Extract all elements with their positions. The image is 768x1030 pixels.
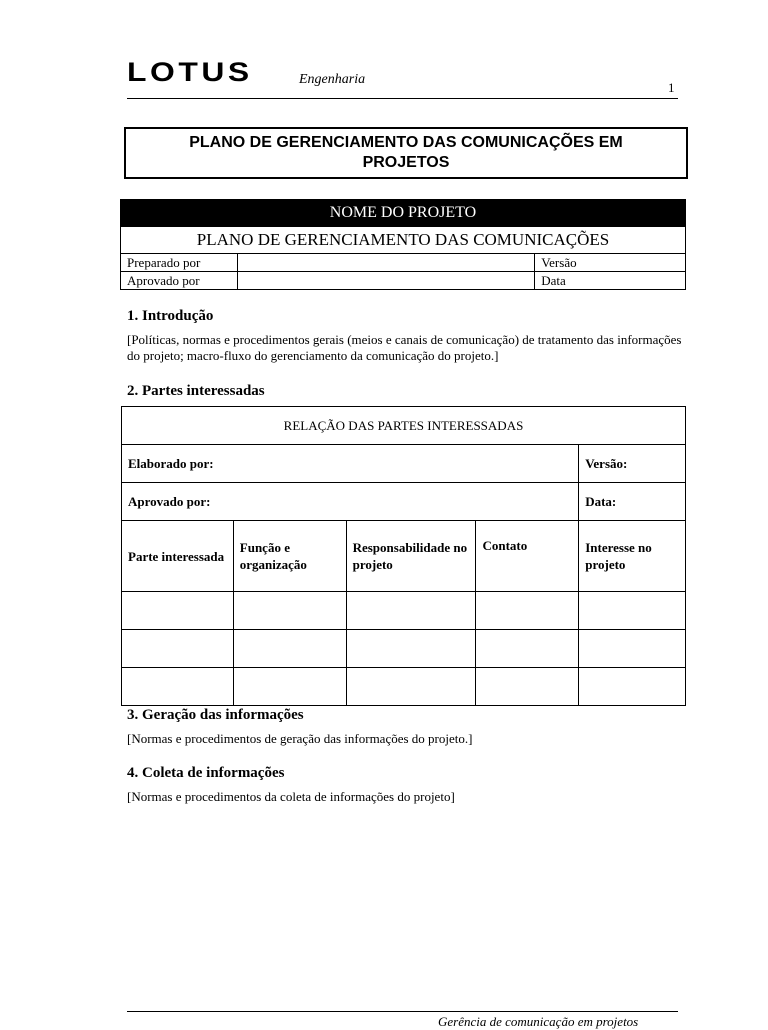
section-3-title: 3. Geração das informações xyxy=(127,707,304,723)
date-label: Data xyxy=(535,272,686,290)
column-header: Responsabilidade no projeto xyxy=(346,521,476,592)
approved-by-value xyxy=(237,272,534,290)
project-info-table xyxy=(120,199,686,290)
column-header: Função e organização xyxy=(233,521,346,592)
elaborated-by-label: Elaborado por: xyxy=(122,445,579,483)
section-1-body: [Políticas, normas e procedimentos gerais (meios e canais de comunicação) de tratamento das informações do projeto; macro-fluxo do gerenciamento da comunicação do projeto.] xyxy=(127,332,682,363)
prepared-by-value xyxy=(237,254,534,272)
document-title: PLANO DE GERENCIAMENTO DAS COMUNICAÇÕES EM PROJETOS xyxy=(189,134,623,171)
plan-title-cell: PLANO DE GERENCIAMENTO DAS COMUNICAÇÕES xyxy=(121,227,686,254)
table-row xyxy=(122,592,686,630)
company-logo: LOTUS xyxy=(127,57,253,87)
table-row xyxy=(122,668,686,706)
column-header: Parte interessada xyxy=(122,521,234,592)
stakeholder-date-label: Data: xyxy=(579,483,686,521)
footer-text: Gerência de comunicação em projetos xyxy=(438,1014,639,1029)
column-header: Interesse no projeto xyxy=(579,521,686,592)
header-rule xyxy=(127,98,678,99)
section-4-body: [Normas e procedimentos da coleta de informações do projeto] xyxy=(127,789,455,804)
prepared-by-label: Preparado por xyxy=(121,254,238,272)
stakeholder-version-label: Versão: xyxy=(579,445,686,483)
stakeholder-approved-by-label: Aprovado por: xyxy=(122,483,579,521)
stakeholder-table-heading: RELAÇÃO DAS PARTES INTERESSADAS xyxy=(122,407,686,445)
column-header: Contato xyxy=(476,521,579,592)
section-4-title: 4. Coleta de informações xyxy=(127,765,285,781)
document-title-box xyxy=(124,127,688,179)
table-row xyxy=(122,630,686,668)
approved-by-label: Aprovado por xyxy=(121,272,238,290)
company-subtitle: Engenharia xyxy=(299,72,366,87)
section-2-title: 2. Partes interessadas xyxy=(127,383,265,399)
project-name-header: NOME DO PROJETO xyxy=(121,200,686,227)
section-1-title: 1. Introdução xyxy=(127,308,214,324)
section-3-body: [Normas e procedimentos de geração das informações do projeto.] xyxy=(127,731,473,746)
page-number: 1 xyxy=(668,80,675,95)
footer-rule xyxy=(127,1011,678,1012)
stakeholder-table xyxy=(121,406,686,706)
version-label: Versão xyxy=(535,254,686,272)
